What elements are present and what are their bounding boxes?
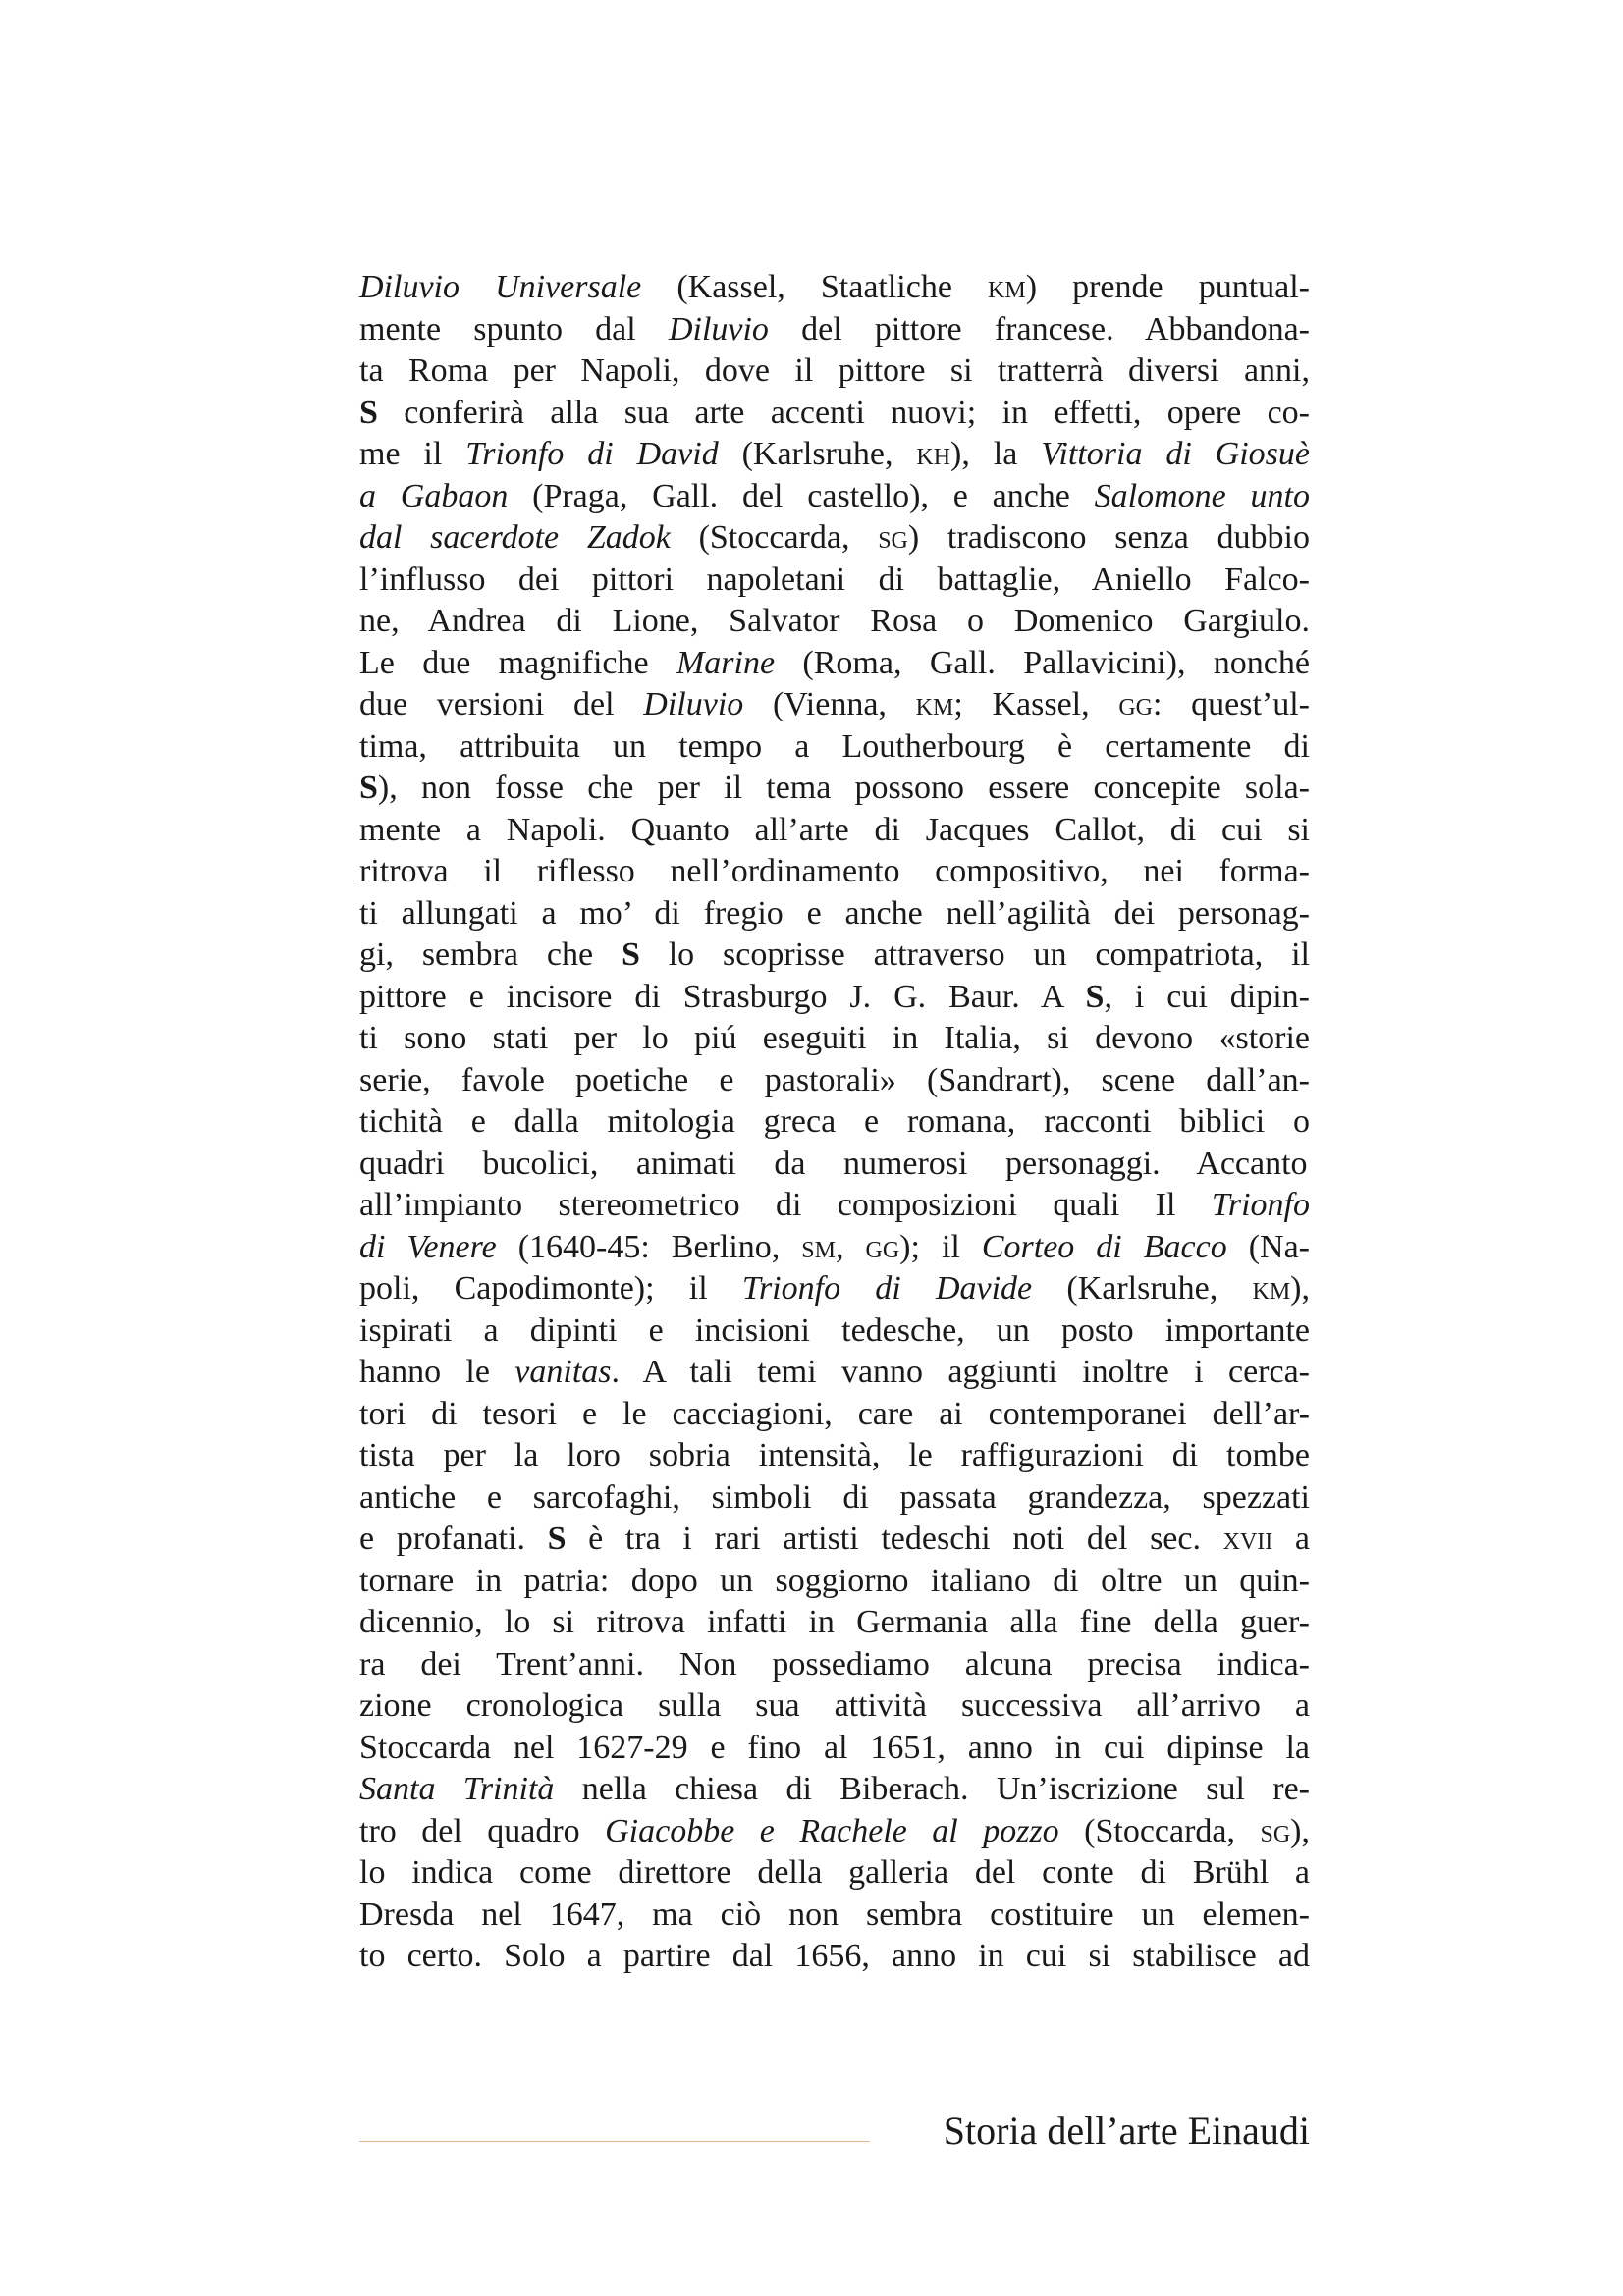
- text-line: [359, 601, 1310, 643]
- text-segment: l’influsso dei pittori napoletani di battaglie, Aniello Falco-: [359, 561, 1310, 598]
- italic-text: Trionfo: [1211, 1187, 1310, 1223]
- text-line: [359, 350, 1310, 393]
- text-segment: (Praga, Gall. del castello), e anche: [508, 477, 1095, 514]
- text-segment: tista per la loro sobria intensità, le raffigurazioni di tombe: [359, 1437, 1310, 1473]
- text-segment: serie, favole poetiche e pastorali» (Sandrart), scene dall’an-: [359, 1061, 1310, 1098]
- text-segment: to certo. Solo a partire dal 1656, anno in cui si stabilisce ad: [359, 1938, 1310, 1974]
- italic-text: vanitas: [514, 1354, 612, 1390]
- text-segment: ti allungati a mo’ di fregio e anche nell’agilità dei personag-: [359, 894, 1310, 932]
- small-caps-abbreviation: km: [988, 269, 1026, 305]
- text-segment: hanno le: [359, 1354, 515, 1390]
- text-line: [359, 851, 1310, 893]
- text-line: [359, 726, 1310, 769]
- text-segment: (1640-45: Berlino,: [496, 1228, 802, 1265]
- body-text-column: [359, 267, 1310, 1978]
- text-segment: Dresda nel 1647, ma ciò non sembra costituire un elemen-: [359, 1896, 1310, 1933]
- text-line: [359, 560, 1310, 602]
- text-segment: Le due magnifiche: [359, 644, 676, 681]
- text-segment: ), la: [950, 436, 1042, 472]
- text-segment: pittore e incisore di Strasburgo J. G. Baur. A: [359, 978, 1086, 1015]
- text-line: [359, 1561, 1310, 1603]
- text-segment: ti sono stati per lo piú eseguiti in Italia, si devono «storie: [359, 1020, 1310, 1056]
- text-line: [359, 1060, 1310, 1102]
- text-segment: : quest’ul-: [1152, 686, 1310, 722]
- bold-initial: S: [621, 936, 640, 973]
- small-caps-abbreviation: gg: [865, 1228, 900, 1265]
- text-segment: (Roma, Gall. Pallavicini), nonché: [775, 644, 1310, 681]
- text-segment: gi, sembra che: [359, 936, 622, 973]
- italic-text: Marine: [676, 644, 776, 681]
- text-segment: lo scoprisse attraverso un compatriota, il: [639, 936, 1311, 973]
- text-line: [359, 934, 1310, 977]
- text-segment: tro del quadro: [359, 1812, 606, 1849]
- small-caps-abbreviation: kh: [916, 436, 951, 472]
- text-line: [359, 643, 1310, 685]
- page-footer: [359, 2104, 1310, 2163]
- text-segment: (Karlsruhe,: [1032, 1270, 1253, 1307]
- text-line: [359, 1936, 1310, 1978]
- text-segment: ne, Andrea di Lione, Salvator Rosa o Domenico Gargiulo.: [359, 603, 1310, 639]
- text-line: [359, 1769, 1310, 1811]
- text-segment: a: [1272, 1521, 1311, 1557]
- italic-text: Diluvio Universale: [359, 269, 642, 305]
- text-segment: zione cronologica sulla sua attività successiva all’arrivo a: [359, 1687, 1310, 1724]
- italic-text: Diluvio: [668, 310, 769, 347]
- text-segment: (Stoccarda,: [1058, 1812, 1261, 1849]
- text-segment: mente spunto dal: [359, 310, 669, 347]
- text-segment: poli, Capodimonte); il: [359, 1270, 742, 1307]
- text-line: [359, 1685, 1310, 1728]
- text-segment: conferirà alla sua arte accenti nuovi; in effetti, opere co-: [377, 394, 1310, 431]
- text-line: [359, 1602, 1310, 1644]
- small-caps-abbreviation: km: [915, 686, 954, 722]
- text-segment: ) prende puntual-: [1025, 269, 1310, 305]
- text-line: [359, 1477, 1310, 1520]
- text-line: [359, 1811, 1310, 1853]
- text-line: [359, 309, 1310, 351]
- bold-initial: S: [359, 770, 378, 806]
- text-segment: ritrova il riflesso nell’ordinamento compositivo, nei forma-: [359, 853, 1310, 889]
- small-caps-abbreviation: xvii: [1222, 1521, 1273, 1557]
- text-segment: due versioni del: [359, 686, 644, 722]
- small-caps-abbreviation: km: [1252, 1270, 1291, 1307]
- text-segment: all’impianto stereometrico di composizioni quali Il: [359, 1187, 1212, 1223]
- text-segment: Stoccarda nel 1627-29 e fino al 1651, anno in cui dipinse la: [359, 1729, 1310, 1766]
- italic-text: Santa Trinità: [359, 1771, 555, 1807]
- text-line: [359, 1852, 1310, 1895]
- bold-initial: S: [359, 394, 378, 431]
- italic-text: Trionfo di Davide: [741, 1270, 1033, 1307]
- small-caps-abbreviation: sg: [878, 519, 908, 556]
- text-segment: ), non fosse che per il tema possono essere concepite sola-: [377, 770, 1310, 806]
- footer-title: Storia dell’arte Einaudi: [943, 2109, 1310, 2153]
- text-segment: tima, attribuita un tempo a Loutherbourg è certamente di: [359, 727, 1310, 765]
- text-segment: lo indica come direttore della galleria del conte di Brühl a: [359, 1854, 1310, 1891]
- text-line: [359, 1728, 1310, 1770]
- text-line: [359, 517, 1310, 560]
- text-segment: ,: [835, 1228, 866, 1265]
- text-segment: tornare in patria: dopo un soggiorno italiano di oltre un quin-: [359, 1562, 1310, 1599]
- text-segment: tori di tesori e le cacciagioni, care ai contemporanei dell’ar-: [359, 1395, 1310, 1432]
- small-caps-abbreviation: gg: [1118, 686, 1153, 722]
- text-line: [359, 1185, 1310, 1227]
- text-segment: e profanati.: [359, 1521, 548, 1557]
- text-segment: del pittore francese. Abbandona-: [768, 310, 1310, 347]
- text-segment: ; Kassel,: [953, 686, 1119, 722]
- text-segment: ispirati a dipinti e incisioni tedesche, un posto importante: [359, 1311, 1310, 1349]
- text-segment: mente a Napoli. Quanto all’arte di Jacques Callot, di cui si: [359, 811, 1310, 848]
- text-segment: ),: [1290, 1812, 1310, 1849]
- text-segment: . A tali temi vanno aggiunti inoltre i cerca-: [611, 1354, 1310, 1390]
- footer-rule: [359, 2141, 870, 2142]
- text-segment: tichità e dalla mitologia greca e romana, racconti biblici o: [359, 1103, 1310, 1140]
- text-segment: ); il: [899, 1228, 982, 1265]
- text-line: [359, 1895, 1310, 1937]
- text-segment: ra dei Trent’anni. Non possediamo alcuna precisa indica-: [359, 1645, 1310, 1682]
- text-line: [359, 1435, 1310, 1477]
- text-segment: , i cui dipin-: [1104, 978, 1310, 1015]
- small-caps-abbreviation: sg: [1260, 1812, 1291, 1849]
- italic-text: Salomone unto: [1094, 477, 1310, 514]
- text-segment: (Na-: [1226, 1228, 1310, 1265]
- text-segment: ) tradiscono senza dubbio: [907, 519, 1310, 556]
- italic-text: dal sacerdote Zadok: [359, 519, 671, 556]
- text-segment: antiche e sarcofaghi, simboli di passata grandezza, spezzati: [359, 1478, 1310, 1516]
- text-line: [359, 1644, 1310, 1686]
- text-line: [359, 393, 1310, 435]
- text-line: [359, 1310, 1310, 1353]
- small-caps-abbreviation: sm: [801, 1228, 836, 1265]
- italic-text: Diluvio: [643, 686, 744, 722]
- italic-text: a Gabaon: [359, 477, 509, 514]
- text-line: [359, 1352, 1310, 1394]
- text-segment: ta Roma per Napoli, dove il pittore si tratterrà diversi anni,: [359, 352, 1310, 389]
- italic-text: Vittoria di Giosuè: [1041, 436, 1310, 472]
- italic-text: di Venere: [359, 1228, 497, 1265]
- text-line: [359, 768, 1310, 810]
- bold-initial: S: [547, 1521, 567, 1557]
- text-segment: (Vienna,: [743, 686, 916, 722]
- italic-text: Corteo di Bacco: [981, 1228, 1227, 1265]
- text-line: [359, 893, 1310, 935]
- text-line: [359, 434, 1310, 476]
- text-line: [359, 1268, 1310, 1310]
- text-segment: dicennio, lo si ritrova infatti in Germania alla fine della guer-: [359, 1604, 1310, 1640]
- text-segment: (Stoccarda,: [670, 519, 879, 556]
- italic-text: Giacobbe e Rachele al pozzo: [605, 1812, 1059, 1849]
- text-segment: quadri bucolici, animati da numerosi personaggi. Accanto: [359, 1145, 1308, 1182]
- text-line: [359, 1144, 1310, 1186]
- bold-initial: S: [1085, 978, 1105, 1015]
- text-line: [359, 1018, 1310, 1060]
- text-line: [359, 684, 1310, 726]
- text-segment: nella chiesa di Biberach. Un’iscrizione sul re-: [554, 1771, 1310, 1807]
- text-segment: (Kassel, Staatliche: [641, 269, 989, 305]
- text-segment: me il: [359, 436, 466, 472]
- text-line: [359, 267, 1310, 309]
- text-line: [359, 1519, 1310, 1561]
- text-segment: è tra i rari artisti tedeschi noti del sec.: [566, 1521, 1223, 1557]
- text-segment: (Karlsruhe,: [718, 436, 917, 472]
- text-line: [359, 1394, 1310, 1436]
- text-segment: ),: [1290, 1270, 1310, 1307]
- text-line: [359, 476, 1310, 518]
- text-line: [359, 1227, 1310, 1269]
- text-line: [359, 810, 1310, 852]
- italic-text: Trionfo di David: [465, 436, 719, 472]
- text-line: [359, 1101, 1310, 1144]
- text-line: [359, 977, 1310, 1019]
